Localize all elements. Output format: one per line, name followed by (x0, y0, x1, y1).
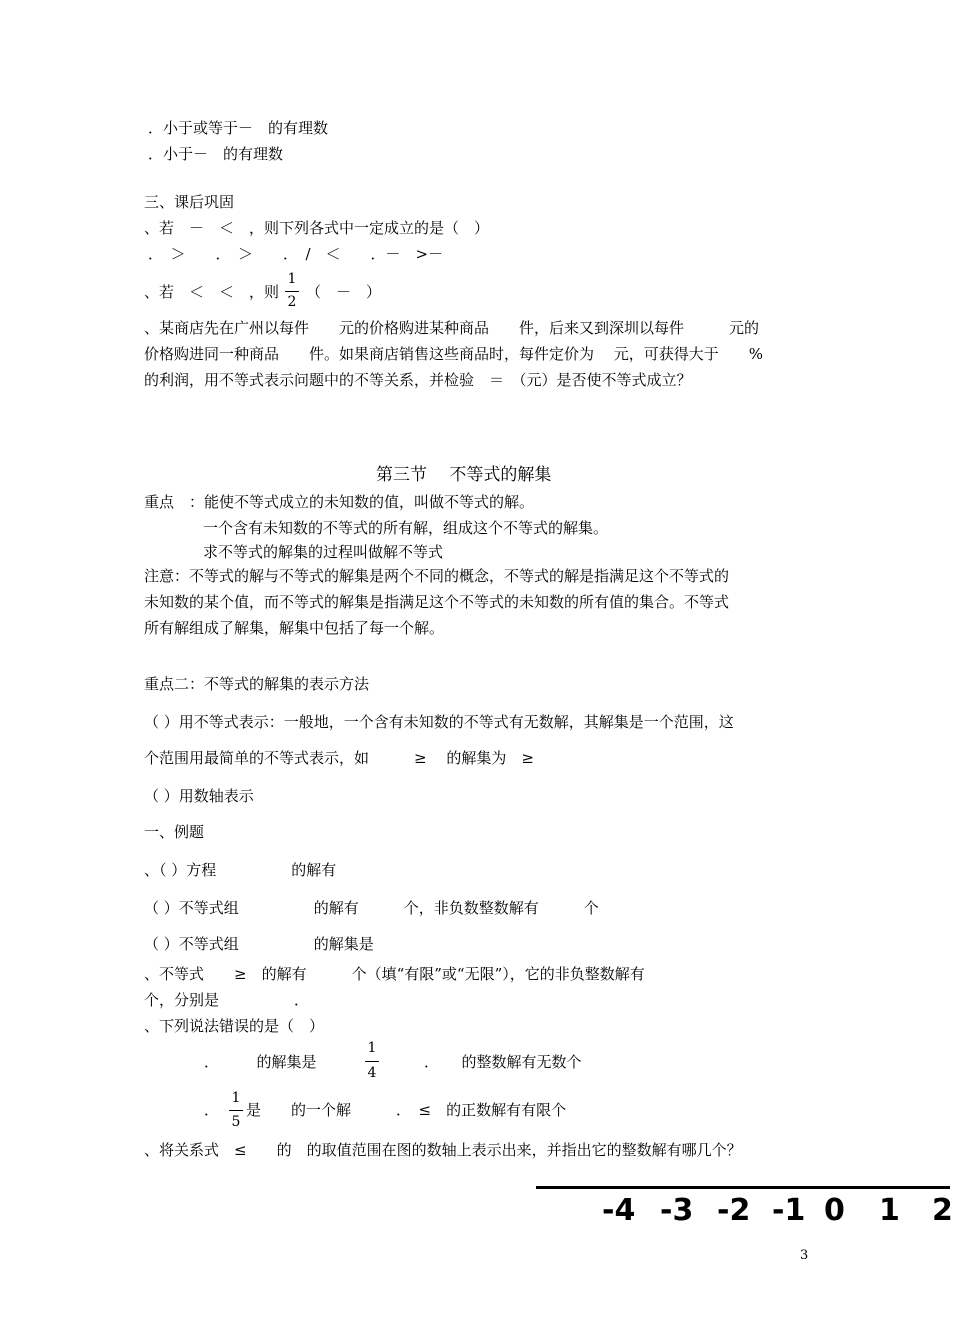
question-line: （ ）不等式组 的解集是 (144, 935, 374, 953)
fraction-denominator: 2 (287, 294, 297, 310)
question-line: 、将关系式 ≤ 的 的取值范围在图的数轴上表示出来，并指出它的整数解有哪几个？ (144, 1141, 742, 1159)
question-line: 、某商店先在广州以每件 元的价格购进某种商品 件，后来又到深圳以每件 元的 (144, 319, 760, 337)
fraction-numerator: 1 (231, 1090, 241, 1106)
option-line: ． 的解集是 (204, 1053, 317, 1071)
body-line: 未知数的某个值，而不等式的解集是指满足这个不等式的未知数的所有值的集合。不等式 (144, 593, 730, 611)
body-line: 一个含有未知数的不等式的所有解，组成这个不等式的解集。 (203, 519, 609, 537)
number-line-tick-label: 1 (879, 1193, 900, 1228)
question-line: 、不等式 ≥ 的解有 个（填“有限”或“无限”），它的非负整数解有 (144, 965, 645, 983)
option-line: ．小于或等于－ 的有理数 (148, 119, 329, 137)
fraction-bar (229, 1110, 243, 1111)
question-line: （ ）不等式组 的解有 个，非负数整数解有 个 (144, 899, 599, 917)
question-line: （ － ） (306, 283, 382, 301)
body-line: 注意：不等式的解与不等式的解集是两个不同的概念，不等式的解是指满足这个不等式的 (144, 567, 730, 585)
section-heading: 一、例题 (144, 823, 205, 841)
question-line: 、若 － ＜ ，则下列各式中一定成立的是（ ） (144, 219, 490, 237)
question-line: 、若 ＜ ＜ ，则 (144, 283, 280, 301)
number-line-tick-label: -4 (602, 1193, 636, 1228)
option-line: 是 的一个解 ． ≤ 的正数解有有限个 (246, 1101, 567, 1119)
option-line: ．小于－ 的有理数 (148, 145, 284, 163)
section-heading: 三、课后巩固 (144, 193, 235, 211)
body-line: （ ）用不等式表示：一般地，一个含有未知数的不等式有无数解，其解集是一个范围，这 (144, 713, 734, 731)
body-line: 求不等式的解集的过程叫做解不等式 (203, 543, 444, 561)
body-line: 个范围用最简单的不等式表示，如 ≥ 的解集为 ≥ (144, 749, 534, 767)
number-line-axis (536, 1186, 950, 1189)
body-line: 重点 ：能使不等式成立的未知数的值，叫做不等式的解。 (144, 493, 535, 511)
question-line: 的利润，用不等式表示问题中的不等关系，并检验 ＝ （元）是否使不等式成立？ (144, 371, 692, 389)
fraction-denominator: 5 (231, 1114, 241, 1130)
fraction-numerator: 1 (367, 1040, 377, 1056)
fraction-numerator: 1 (287, 271, 297, 287)
number-line-tick-label: 0 (824, 1193, 845, 1228)
question-line: 、下列说法错误的是（ ） (144, 1017, 325, 1035)
section-heading: 重点二：不等式的解集的表示方法 (144, 675, 370, 693)
option-line: ． 的整数解有无数个 (424, 1053, 582, 1071)
fraction-denominator: 4 (367, 1065, 377, 1081)
number-line-tick-label: -3 (660, 1193, 694, 1228)
option-line: ． ＞ ． ＞ ． / ＜ ．－ >－ (148, 245, 444, 263)
number-line (536, 1180, 953, 1230)
fraction-bar (285, 291, 299, 292)
question-line: 价格购进同一种商品 件。如果商店销售这些商品时，每件定价为 元，可获得大于 % (144, 345, 764, 363)
number-line-tick-label: -1 (772, 1193, 806, 1228)
fraction-bar (365, 1061, 379, 1062)
body-line: 所有解组成了解集，解集中包括了每一个解。 (144, 619, 445, 637)
page-number: 3 (800, 1248, 809, 1263)
question-line: 个，分别是 ． (144, 991, 310, 1009)
option-line: ． (204, 1101, 220, 1119)
number-line-tick-label: 2 (932, 1193, 953, 1228)
number-line-tick-label: -2 (717, 1193, 751, 1228)
question-line: 、（ ）方程 的解有 (144, 861, 337, 879)
page-title: 第三节 不等式的解集 (376, 465, 552, 485)
body-line: （ ）用数轴表示 (144, 787, 254, 805)
